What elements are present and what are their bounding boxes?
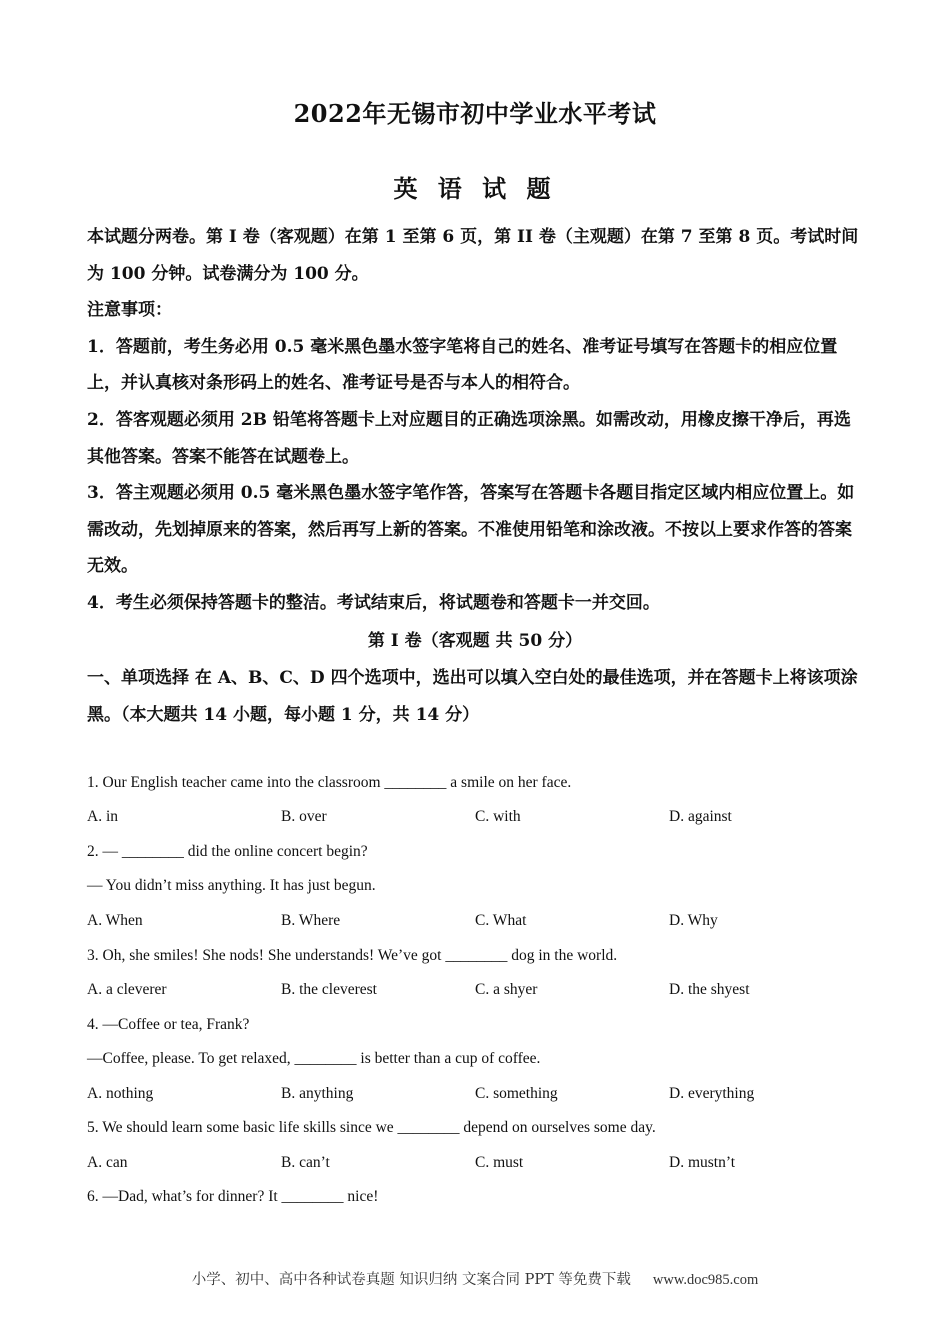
section-heading: 第 I 卷（客观题 共 50 分） — [367, 631, 583, 651]
option-b: B. Where — [281, 912, 341, 929]
footer-site-link[interactable]: www.doc985.com — [652, 1272, 759, 1288]
notice-item-1: 1．答题前，考生务必用 0.5 毫米黑色墨水签字笔将自己的姓名、准考证号填写在答题卡的相应位置上，并认真核对条形码上的姓名、准考证号是否与本人的相符合。 — [87, 336, 838, 394]
notice-heading: 注意事项： — [87, 300, 172, 321]
notice-item-4: 4．考生必须保持答题卡的整洁。考试结束后，将试题卷和答题卡一并交回。 — [87, 592, 660, 613]
footer-text: 小学、初中、高中各种试卷真题 知识归纳 文案合同 PPT 等免费下载 — [191, 1272, 631, 1288]
question-3: 3. Oh, she smiles! She nods! She understands! We’ve got ________ dog in the world. — [87, 947, 618, 964]
option-a: A. nothing — [87, 1085, 154, 1102]
option-a: A. When — [87, 912, 143, 929]
option-d: D. the shyest — [669, 981, 750, 998]
part-instruction: 一、单项选择 在 A、B、C、D 四个选项中，选出可以填入空白处的最佳选项，并在答题卡上将该项涂黑。（本大题共 14 小题，每小题 1 分，共 14 分） — [87, 668, 858, 725]
option-d: D. against — [669, 808, 732, 825]
option-c: C. something — [475, 1085, 558, 1102]
option-c: C. a shyer — [475, 981, 538, 998]
question-2-reply: — You didn’t miss anything. It has just begun. — [87, 877, 376, 894]
option-d: D. mustn’t — [669, 1154, 736, 1171]
exam-subtitle: 英 语 试 题 — [393, 174, 557, 203]
page-footer — [0, 1268, 950, 1289]
option-c: C. with — [475, 808, 521, 825]
notice-item-3: 3．答主观题必须用 0.5 毫米黑色墨水签字笔作答，答案写在答题卡各题目指定区域内相应位置上。如需改动，先划掉原来的答案，然后再写上新的答案。不准使用铅笔和涂改液。不按以上要求作答的答案无效。 — [87, 483, 855, 577]
notice-item-2: 2．答客观题必须用 2B 铅笔将答题卡上对应题目的正确选项涂黑。如需改动，用橡皮擦干净后，再选其他答案。答案不能答在试题卷上。 — [87, 409, 851, 467]
option-b: B. over — [281, 808, 327, 825]
option-a: A. can — [87, 1154, 128, 1171]
question-4: 4. —Coffee or tea, Frank? — [87, 1016, 250, 1033]
option-d: D. everything — [669, 1085, 755, 1102]
option-d: D. Why — [669, 912, 718, 929]
option-a: A. a cleverer — [87, 981, 167, 998]
option-a: A. in — [87, 808, 118, 825]
question-2: 2. — ________ did the online concert begin? — [87, 843, 368, 860]
question-1: 1. Our English teacher came into the classroom ________ a smile on her face. — [87, 774, 572, 791]
intro-paragraph: 本试题分两卷。第 I 卷（客观题）在第 1 至第 6 页，第 II 卷（主观题）在第 7 至第 8 页。考试时间为 100 分钟。试卷满分为 100 分。 — [87, 227, 859, 284]
option-b: B. can’t — [281, 1154, 330, 1171]
option-c: C. What — [475, 912, 527, 929]
question-5: 5. We should learn some basic life skills since we ________ depend on ourselves some day. — [87, 1119, 656, 1136]
option-b: B. the cleverest — [281, 981, 377, 998]
exam-title: 2022年无锡市初中学业水平考试 — [293, 99, 657, 128]
option-c: C. must — [475, 1154, 524, 1171]
intro-block — [87, 219, 867, 622]
question-6: 6. —Dad, what’s for dinner? It ________ nice! — [87, 1188, 379, 1205]
option-b: B. anything — [281, 1085, 354, 1102]
question-4-reply: —Coffee, please. To get relaxed, ________ is better than a cup of coffee. — [87, 1050, 541, 1067]
